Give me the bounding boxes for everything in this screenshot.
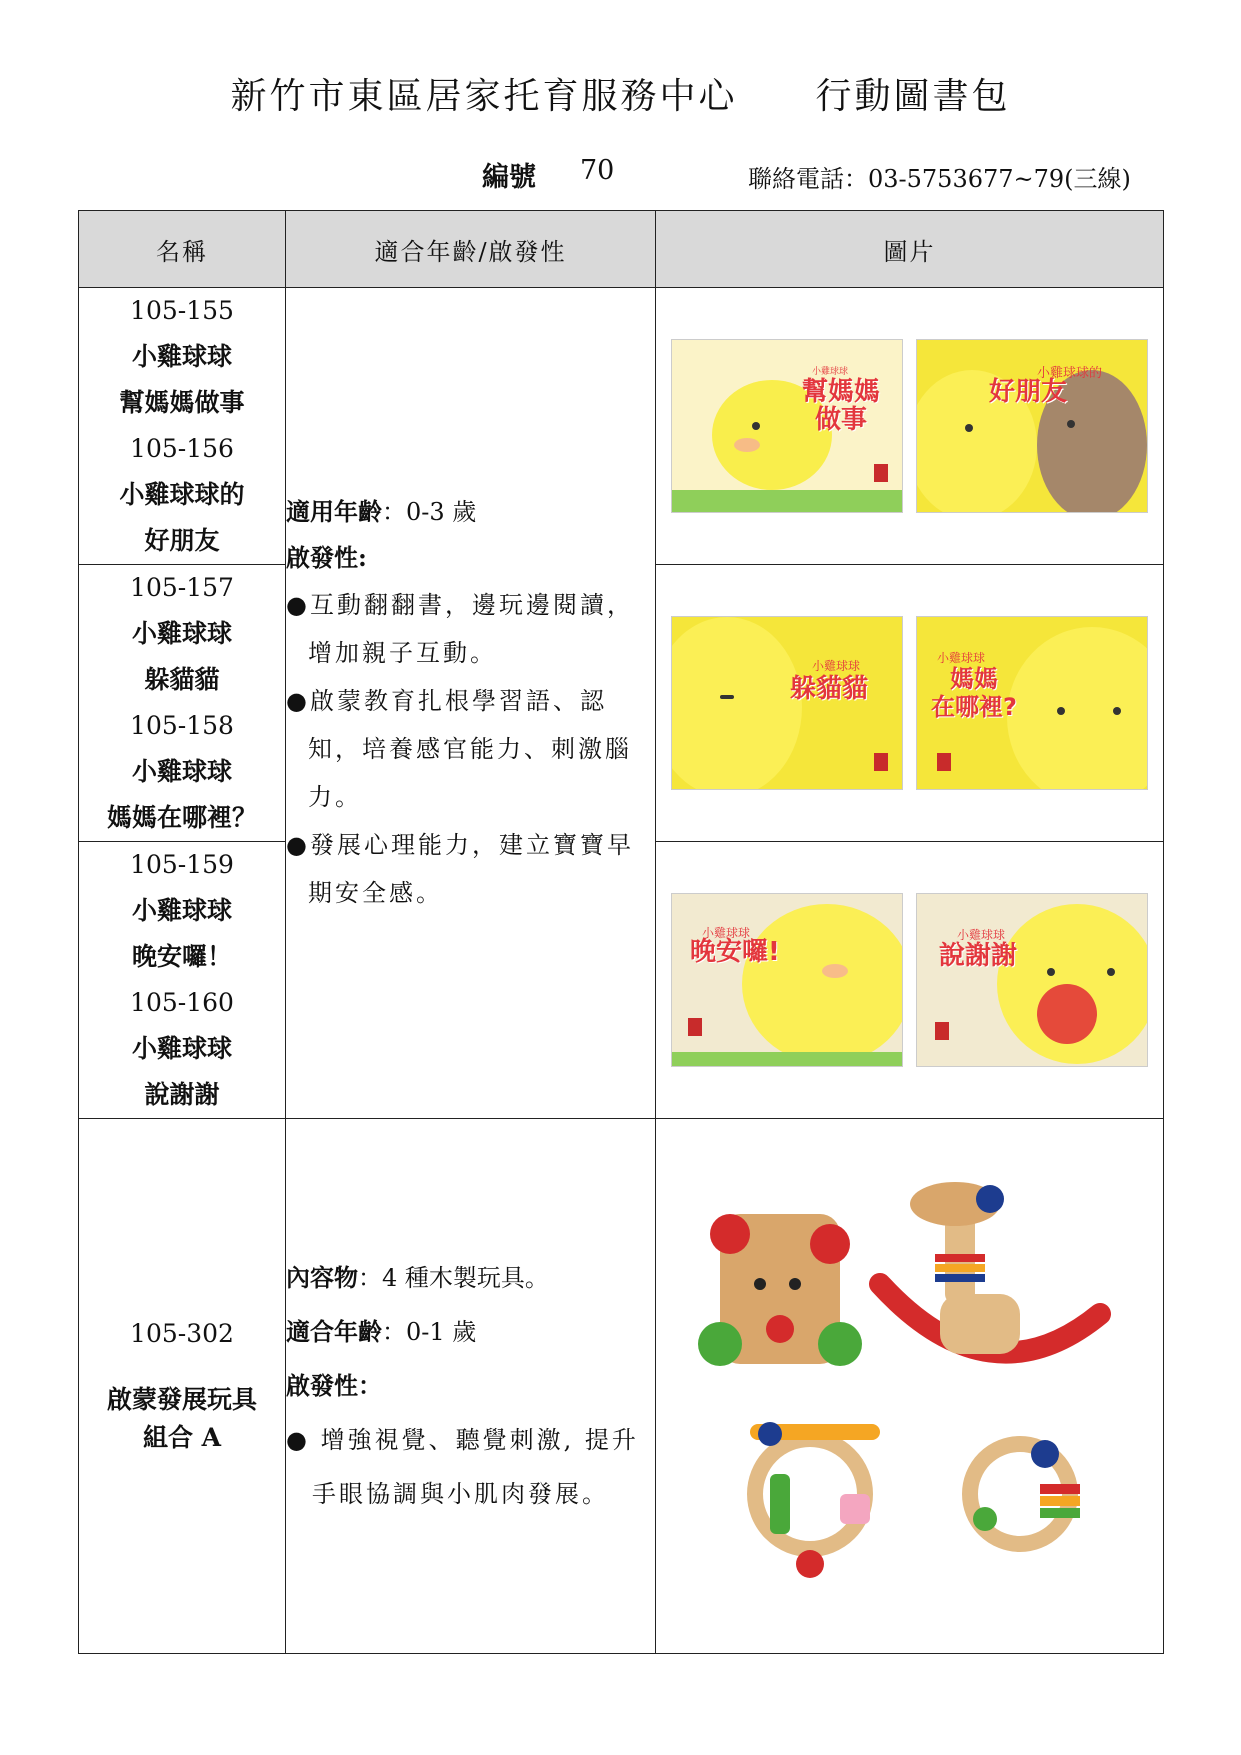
book-name: 媽媽在哪裡？ [106, 803, 257, 832]
book-name: 幫媽媽做事 [119, 388, 245, 417]
book-images-cell [656, 842, 1164, 1119]
book-list-table [78, 210, 1164, 1654]
book-name: 好朋友 [144, 526, 220, 555]
cover-title: 媽媽 在哪裡? [931, 665, 1017, 721]
cover-title: 好朋友 [989, 377, 1068, 407]
book-name: 說謝謝 [144, 1080, 220, 1109]
book-name: 小雞球球 [131, 1034, 232, 1063]
toy-car-icon [698, 1214, 862, 1366]
toy-description-cell [286, 1119, 656, 1654]
ring-rattle-icon [970, 1440, 1080, 1544]
age-value: ：0-1 歲 [382, 1318, 477, 1346]
book-images-cell [656, 565, 1164, 842]
book-cover-image: 小雞球球 媽媽 在哪裡? [916, 616, 1148, 790]
inspire-label: 啟發性: [286, 543, 367, 572]
book-name: 小雞球球 [131, 619, 232, 648]
wooden-toys-image [690, 1174, 1130, 1594]
book-names-cell [79, 842, 286, 1119]
book-names-cell [79, 288, 286, 565]
code-value: 70 [580, 155, 615, 186]
book-cover-image: 小雞球球 躲貓貓 [671, 616, 903, 790]
book-name: 晚安囉！ [131, 942, 232, 971]
header-age: 適合年齡/啟發性 [286, 211, 656, 288]
rocking-horse-icon [880, 1182, 1100, 1354]
book-name: 小雞球球 [131, 757, 232, 786]
subheader [0, 155, 1241, 195]
book-code: 105-159 [130, 850, 234, 879]
age-label: 適用年齡 [286, 497, 382, 526]
table-row [79, 1119, 1164, 1654]
book-name: 小雞球球 [131, 896, 232, 925]
header-image: 圖片 [656, 211, 1164, 288]
book-description-cell [286, 288, 656, 1119]
benefit-bullet: ●互動翻翻書，邊玩邊閱讀，增加親子互動。 [286, 591, 634, 667]
book-cover-image: 小雞球球 晚安囉! [671, 893, 903, 1067]
toy-name-cell [79, 1119, 286, 1654]
page-title: 新竹市東區居家托育服務中心 行動圖書包 [230, 76, 1011, 117]
book-names-cell [79, 565, 286, 842]
book-code: 105-157 [130, 573, 234, 602]
book-name: 躲貓貓 [144, 665, 220, 694]
content-value: ：4 種木製玩具。 [358, 1264, 549, 1292]
book-code: 105-160 [130, 988, 234, 1017]
benefit-bullet: ●發展心理能力，建立寶寶早期安全感。 [286, 831, 634, 907]
book-cover-image: 小雞球球 幫媽媽 做事 [671, 339, 903, 513]
contact-phone: 聯絡電話：03-5753677~79(三線) [748, 165, 1131, 193]
toy-code: 105-302 [130, 1319, 234, 1348]
book-name: 小雞球球的 [119, 480, 245, 509]
benefit-bullet: ●啟蒙教育扎根學習語、認知，培養感官能力、刺激腦力。 [286, 687, 632, 811]
book-code: 105-155 [130, 296, 234, 325]
book-cover-image: 小雞球球 說謝謝 [916, 893, 1148, 1067]
table-row [79, 288, 1164, 565]
cover-title: 晚安囉! [689, 937, 780, 967]
toy-name: 組合 A [142, 1423, 222, 1452]
inspire-label: 啟發性： [286, 1371, 382, 1400]
book-code: 105-158 [130, 711, 234, 740]
book-code: 105-156 [130, 434, 234, 463]
ring-rattle-icon [750, 1422, 880, 1578]
toy-image-cell [656, 1119, 1164, 1654]
benefit-bullet: ● 增強視覺、聽覺刺激, 提升手眼協調與小肌肉發展。 [286, 1426, 639, 1508]
header-name: 名稱 [79, 211, 286, 288]
age-label: 適合年齡 [286, 1317, 382, 1346]
content-label: 內容物 [286, 1263, 358, 1292]
cover-title: 說謝謝 [939, 941, 1018, 971]
book-images-cell [656, 288, 1164, 565]
age-value: ：0-3 歲 [382, 498, 477, 526]
toy-name: 啟蒙發展玩具 [106, 1385, 257, 1414]
cover-title: 躲貓貓 [789, 674, 868, 704]
cover-title: 幫媽媽 做事 [801, 377, 880, 435]
code-label: 編號 [482, 162, 536, 193]
table-header-row [79, 211, 1164, 288]
book-cover-image: 小雞球球的 好朋友 [916, 339, 1148, 513]
book-name: 小雞球球 [131, 342, 232, 371]
